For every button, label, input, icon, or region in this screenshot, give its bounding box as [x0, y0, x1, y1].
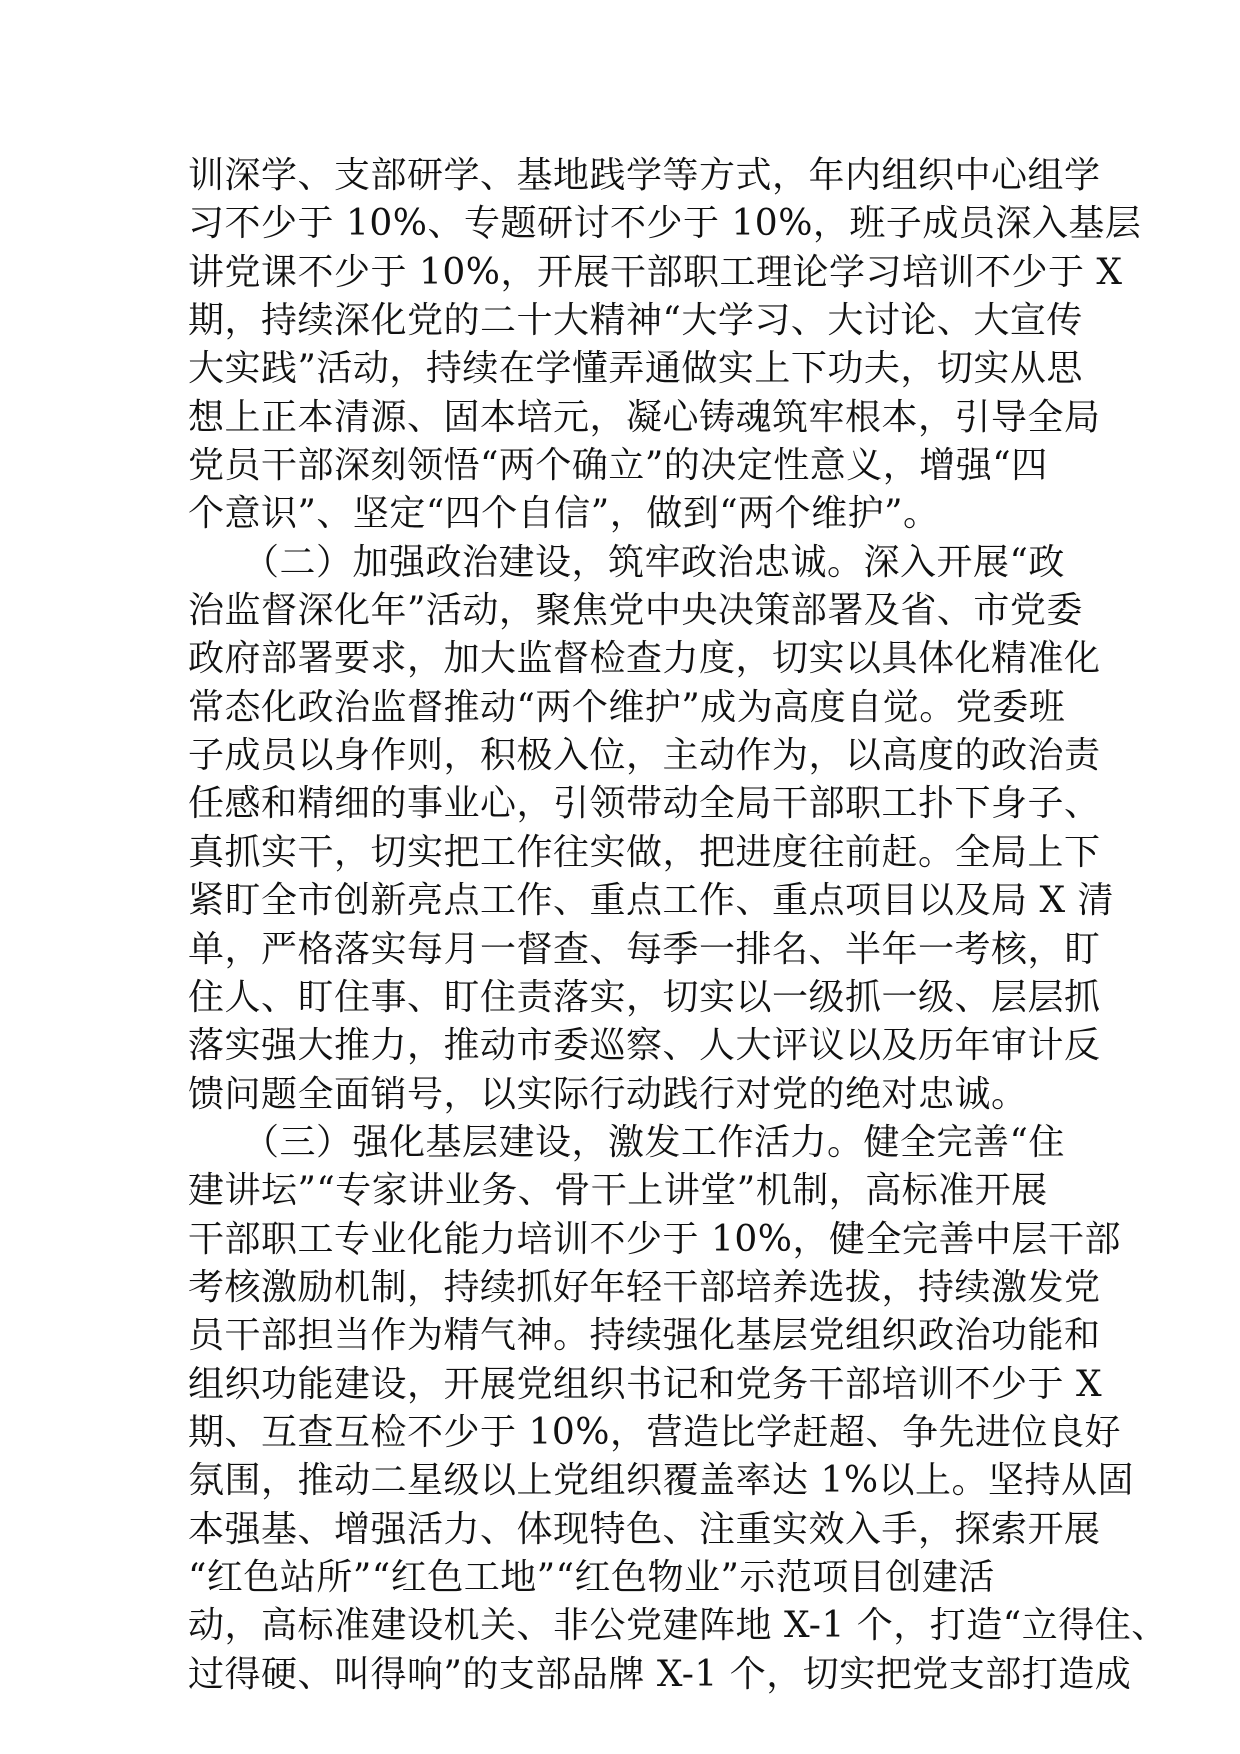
section-heading-line: （二）加强政治建设，筑牢政治忠诚。深入开展“政 — [188, 541, 1065, 583]
text-line: 干部职工专业化能力培训不少于 10%，健全完善中层干部 — [188, 1218, 1121, 1260]
text-line: 住人、盯住事、盯住责落实，切实以一级抓一级、层层抓 — [188, 976, 1101, 1018]
text-line: 习不少于 10%、专题研讨不少于 10%，班子成员深入基层 — [188, 203, 1142, 245]
text-line: 任感和精细的事业心，引领带动全局干部职工扑下身子、 — [188, 783, 1101, 825]
text-line: 常态化政治监督推动“两个维护”成为高度自觉。党委班 — [188, 686, 1066, 728]
text-line: 建讲坛”“专家讲业务、骨干上讲堂”机制，高标准开展 — [188, 1170, 1048, 1212]
text-line: 组织功能建设，开展党组织书记和党务干部培训不少于 X — [188, 1363, 1103, 1405]
text-line: “红色站所”“红色工地”“红色物业”示范项目创建活 — [188, 1556, 995, 1598]
text-line: 单，严格落实每月一督查、每季一排名、半年一考核，盯 — [188, 928, 1101, 970]
text-line: 紧盯全市创新亮点工作、重点工作、重点项目以及局 X 清 — [188, 880, 1115, 922]
text-line: 动，高标准建设机关、非公党建阵地 X-1 个，打造“立得住、 — [188, 1605, 1168, 1647]
text-line: 氛围，推动二星级以上党组织覆盖率达 1%以上。坚持从固 — [188, 1460, 1135, 1502]
text-line: 训深学、支部研学、基地践学等方式，年内组织中心组学 — [188, 155, 1101, 196]
text-line: 大实践”活动，持续在学懂弄通做实上下功夫，切实从思 — [188, 348, 1083, 390]
text-line: 个意识”、坚定“四个自信”，做到“两个维护”。 — [188, 493, 940, 535]
text-line: 政府部署要求，加大监督检查力度，切实以具体化精准化 — [188, 638, 1101, 680]
text-line: 本强基、增强活力、体现特色、注重实效入手，探索开展 — [188, 1508, 1101, 1550]
text-line: 过得硬、叫得响”的支部品牌 X-1 个，切实把党支部打造成 — [188, 1653, 1132, 1695]
text-line: 期、互查互检不少于 10%，营造比学赶超、争先进位良好 — [188, 1411, 1121, 1453]
text-line: 子成员以身作则，积极入位，主动作为，以高度的政治责 — [188, 735, 1101, 777]
body-text — [188, 152, 1168, 1699]
text-line: 党员干部深刻领悟“两个确立”的决定性意义，增强“四 — [188, 445, 1048, 487]
text-line: 馈问题全面销号，以实际行动践行对党的绝对忠诚。 — [188, 1073, 1028, 1115]
text-line: 治监督深化年”活动，聚焦党中央决策部署及省、市党委 — [188, 590, 1083, 632]
section-heading-line: （三）强化基层建设，激发工作活力。健全完善“住 — [188, 1121, 1065, 1163]
text-line: 讲党课不少于 10%，开展干部职工理论学习培训不少于 X — [188, 251, 1123, 293]
text-line: 期，持续深化党的二十大精神“大学习、大讨论、大宣传 — [188, 300, 1083, 342]
text-line: 员干部担当作为精气神。持续强化基层党组织政治功能和 — [188, 1315, 1101, 1357]
text-line: 想上正本清源、固本培元，凝心铸魂筑牢根本，引导全局 — [188, 396, 1101, 438]
text-line: 落实强大推力，推动市委巡察、人大评议以及历年审计反 — [188, 1025, 1101, 1067]
text-line: 真抓实干，切实把工作往实做，把进度往前赶。全局上下 — [188, 831, 1101, 873]
text-line: 考核激励机制，持续抓好年轻干部培养选拔，持续激发党 — [188, 1266, 1101, 1308]
